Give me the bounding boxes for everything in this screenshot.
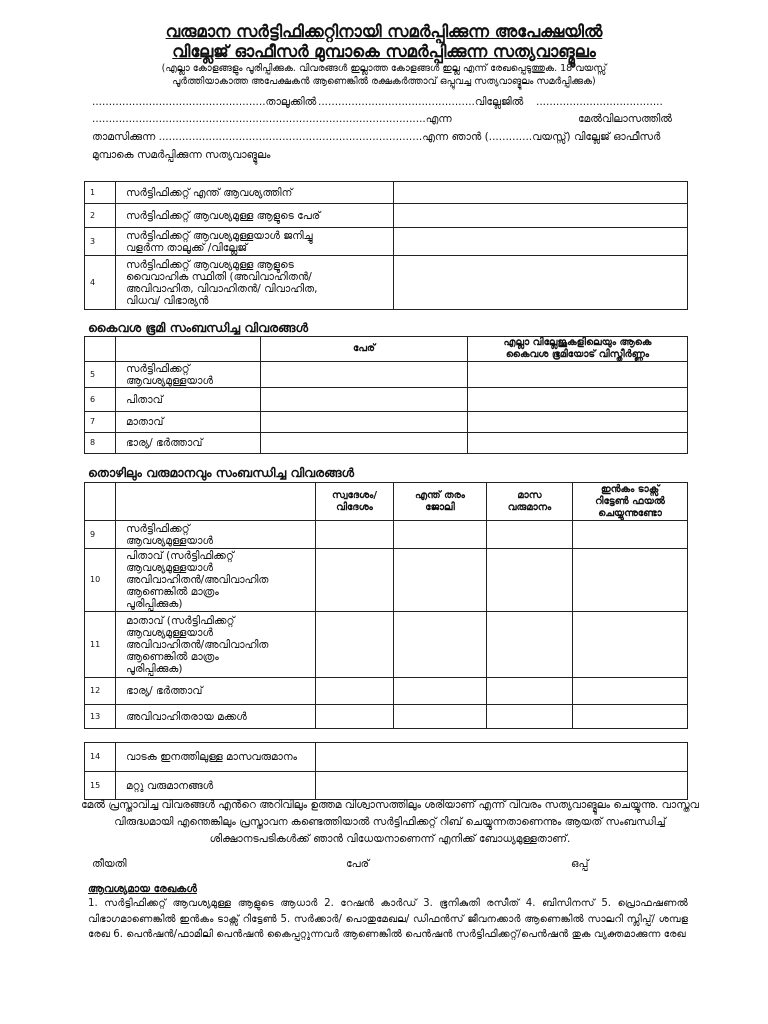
birthplace-input[interactable] xyxy=(394,228,688,256)
row-number: 5 xyxy=(85,362,116,388)
table-row xyxy=(85,705,688,729)
row-number: 9 xyxy=(85,521,116,549)
village-field[interactable]: ...............................................വില്ലേജിൽ xyxy=(318,96,524,108)
row-number: 15 xyxy=(85,772,116,800)
row-label: മാതാവ് xyxy=(116,412,261,433)
table-row xyxy=(85,743,688,772)
tax-return-input[interactable] xyxy=(573,521,688,549)
name-input[interactable] xyxy=(261,362,468,388)
row-label: മാതാവ് (സർട്ടിഫിക്കറ്റ് ആവശ്യമുള്ളയാൾ അവിവാഹിതൻ/അവിവാഹിത ആണെങ്കിൽ മാത്രം പൂരിപ്പിക്കുക) xyxy=(116,612,316,678)
job-input[interactable] xyxy=(394,549,487,612)
table-row xyxy=(85,412,688,433)
place-input[interactable] xyxy=(316,705,394,729)
table-row xyxy=(85,182,688,204)
submission-line: മുമ്പാകെ സമർപ്പിക്കുന്ന സത്യവാങ്മൂലം xyxy=(92,149,271,161)
row-number: 6 xyxy=(85,388,116,412)
table-row xyxy=(85,362,688,388)
row-label: സർട്ടിഫിക്കറ്റ് ആവശ്യമുള്ളയാൾ xyxy=(116,521,316,549)
documents-list: 1. സർട്ടിഫിക്കറ്റ് ആവശ്യമുള്ള ആളുടെ ആധാർ 2. റേഷൻ കാർഡ് 3. ഭൂനികുതി രസീത് 4. ബിസിനസ് 5. പ്രൊഫഷണൽ വിഭാഗമാണെങ്കിൽ ഇൻകം ടാക്സ് റിട്ടേൺ 5. സർക്കാർ/ പൊതുമേഖല/ ഡിഫൻസ് ജീവനക്കാർ ആണെങ്കിൽ സാലറി സ്ലിപ്പ്/ ശമ്പള രേഖ 6. പെൻഷൻ/ഫാമിലി പെൻഷൻ കൈപ്പറ്റുന്നവർ ആണെങ്കിൽ പെൻഷൻ സർട്ടിഫിക്കറ്റ്/പെൻഷൻ തുക വ്യക്തമാക്കുന്ന രേഖ xyxy=(88,898,688,940)
tax-return-input[interactable] xyxy=(573,705,688,729)
table-row xyxy=(85,388,688,412)
documents-title: ആവശ്യമായ രേഖകൾ xyxy=(88,883,197,895)
col-header-place: സ്വദേശം/ വിദേശം xyxy=(316,483,394,521)
income-input[interactable] xyxy=(487,549,573,612)
col-header-tax-return: ഇൻകം ടാക്സ് റിട്ടേൺ ഫയൽ ചെയ്യുന്നുണ്ടോ xyxy=(573,483,688,521)
row-label: സർട്ടിഫിക്കറ്റ് ആവശ്യമുള്ളയാൾ xyxy=(116,362,261,388)
village-extra-field[interactable]: ...................................... xyxy=(536,96,663,108)
table-row xyxy=(85,678,688,705)
tax-return-input[interactable] xyxy=(573,678,688,705)
col-header-income: മാസ വരുമാനം xyxy=(487,483,573,521)
row-label: ഭാര്യ/ ഭർത്താവ് xyxy=(116,678,316,705)
land-holding-table xyxy=(84,336,688,454)
tax-return-input[interactable] xyxy=(573,549,688,612)
table-row xyxy=(85,521,688,549)
table-row xyxy=(85,549,688,612)
land-area-input[interactable] xyxy=(468,388,688,412)
table-row xyxy=(85,772,688,800)
form-note-line1: (എല്ലാ കോളങ്ങളും പൂരിപ്പിക്കുക. വിവരങ്ങൾ ഇല്ലാത്ത കോളങ്ങൾ ഇല്ല എന്ന് രേഖപ്പെടുത്തുക. 18 വയസ്സ് xyxy=(161,63,607,74)
job-input[interactable] xyxy=(394,612,487,678)
purpose-input[interactable] xyxy=(394,182,688,204)
land-area-input[interactable] xyxy=(468,412,688,433)
row-label: സർട്ടിഫിക്കറ്റ് ആവശ്യമുള്ള ആളുടെ പേര് xyxy=(116,204,394,228)
income-input[interactable] xyxy=(487,705,573,729)
land-section-title: കൈവശ ഭൂമി സംബന്ധിച്ച വിവരങ്ങൾ xyxy=(88,320,309,335)
row-number: 12 xyxy=(85,678,116,705)
row-number: 14 xyxy=(85,743,116,772)
place-input[interactable] xyxy=(316,549,394,612)
row-label: മറ്റു വരുമാനങ്ങൾ xyxy=(116,772,316,800)
row-number: 11 xyxy=(85,612,116,678)
place-input[interactable] xyxy=(316,521,394,549)
table-row xyxy=(85,612,688,678)
income-details-table xyxy=(84,482,688,729)
income-input[interactable] xyxy=(487,612,573,678)
name-input[interactable] xyxy=(261,388,468,412)
row-label: സർട്ടിഫിക്കറ്റ് ആവശ്യമുള്ള ആളുടെ വൈവാഹിക സ്ഥിതി (അവിവാഹിതൻ/ അവിവാഹിത, വിവാഹിതൻ/ വിവാഹിത, വിധവ/ വിഭാര്യൻ xyxy=(116,256,394,310)
row-number: 2 xyxy=(85,204,116,228)
applicant-name-input[interactable] xyxy=(394,204,688,228)
income-section-title: തൊഴിലും വരുമാനവും സംബന്ധിച്ച വിവരങ്ങൾ xyxy=(88,465,355,480)
marital-status-input[interactable] xyxy=(394,256,688,310)
applicant-details-table xyxy=(84,181,688,310)
row-label: വാടക ഇനത്തിലുള്ള മാസവരുമാനം xyxy=(116,743,316,772)
land-area-input[interactable] xyxy=(468,362,688,388)
row-label: സർട്ടിഫിക്കറ്റ് എന്ത് ആവശ്യത്തിന് xyxy=(116,182,394,204)
name-sign-label: പേര് xyxy=(346,858,370,870)
row-number: 4 xyxy=(85,256,116,310)
row-label: പിതാവ് xyxy=(116,388,261,412)
row-label: സർട്ടിഫിക്കറ്റ് ആവശ്യമുള്ളയാൾ ജനിച്ചു വളർന്ന താലൂക്ക് /വില്ലേജ് xyxy=(116,228,394,256)
form-title-line2: വില്ലേജ് ഓഫീസർ മുമ്പാകെ സമർപ്പിക്കുന്ന സത്യവാങ്മൂലം xyxy=(172,42,596,61)
name-input[interactable] xyxy=(261,412,468,433)
tax-return-input[interactable] xyxy=(573,612,688,678)
income-input[interactable] xyxy=(487,521,573,549)
row-number: 10 xyxy=(85,549,116,612)
table-header-row xyxy=(85,483,688,521)
col-header-land-area: എല്ലാ വില്ലേജുകളിലെയും ആകെ കൈവശ ഭൂമിയോട് വിസ്തീർണ്ണം xyxy=(468,337,688,362)
rental-income-input[interactable] xyxy=(316,743,688,772)
declaration-text: മേൽ പ്രസ്താവിച്ച വിവരങ്ങൾ എൻറെ അറിവിലും ഉത്തമ വിശ്വാസത്തിലും ശരിയാണ് എന്ന് വിവരം സത്യവാങ്മൂലം ചെയ്യുന്നു. വാസ്തവ വിരുദ്ധമായി എന്തെങ്കിലും പ്രസ്താവന കണ്ടെത്തിയാൽ സർട്ടിഫിക്കറ്റ് റിബ് ചെയ്യുന്നതാണെന്നും ആയത് സംബന്ധിച്ച് ശിക്ഷാനടപടികൾക്ക് ഞാൻ വിധേയനാണെന്ന് എനിക്ക് ബോധ്യമുള്ളതാണ്. xyxy=(81,799,699,845)
table-row xyxy=(85,256,688,310)
table-row xyxy=(85,433,688,454)
other-income-table xyxy=(84,742,688,800)
place-input[interactable] xyxy=(316,678,394,705)
job-input[interactable] xyxy=(394,678,487,705)
row-number: 13 xyxy=(85,705,116,729)
col-header-job: എന്ത് തരം ജോലി xyxy=(394,483,487,521)
table-row xyxy=(85,204,688,228)
residence-age-line[interactable]: താമസിക്കുന്ന ...............................................................................എന്ന ഞാൻ (.............വയസ്സ്) വില്ലേജ് ഓഫീസർ xyxy=(92,131,661,143)
income-input[interactable] xyxy=(487,678,573,705)
table-header-row xyxy=(85,337,688,362)
address-label: മേൽവിലാസത്തിൽ xyxy=(578,113,672,125)
row-number: 1 xyxy=(85,182,116,204)
land-area-input[interactable] xyxy=(468,433,688,454)
taluk-field[interactable]: ....................................................താലൂക്കിൽ xyxy=(92,96,317,108)
signature-label: ഒപ്പ് xyxy=(571,858,589,870)
place-input[interactable] xyxy=(316,612,394,678)
date-label: തീയതി xyxy=(92,858,127,870)
row-number: 8 xyxy=(85,433,116,454)
row-label: പിതാവ് (സർട്ടിഫിക്കറ്റ് ആവശ്യമുള്ളയാൾ അവിവാഹിതൻ/അവിവാഹിത ആണെങ്കിൽ മാത്രം പൂരിപ്പിക്കുക) xyxy=(116,549,316,612)
col-header-name: പേര് xyxy=(261,337,468,362)
row-number: 3 xyxy=(85,228,116,256)
name-input[interactable] xyxy=(261,433,468,454)
name-field[interactable]: ....................................................................................................എന്ന xyxy=(92,113,452,125)
job-input[interactable] xyxy=(394,705,487,729)
row-label: ഭാര്യ/ ഭർത്താവ് xyxy=(116,433,261,454)
job-input[interactable] xyxy=(394,521,487,549)
form-title-line1: വരുമാന സർട്ടിഫിക്കറ്റിനായി സമർപ്പിക്കുന്ന അപേക്ഷയിൽ xyxy=(165,22,603,41)
other-income-input[interactable] xyxy=(316,772,688,800)
row-label: അവിവാഹിതരായ മക്കൾ xyxy=(116,705,316,729)
row-number: 7 xyxy=(85,412,116,433)
form-note-line2: പൂർത്തിയാകാത്ത അപേക്ഷകൻ ആണെങ്കിൽ രക്ഷകർത്താവ് ഒപ്പുവച്ച സത്യവാങ്മൂലം സമർപ്പിക്കുക) xyxy=(172,76,596,87)
table-row xyxy=(85,228,688,256)
